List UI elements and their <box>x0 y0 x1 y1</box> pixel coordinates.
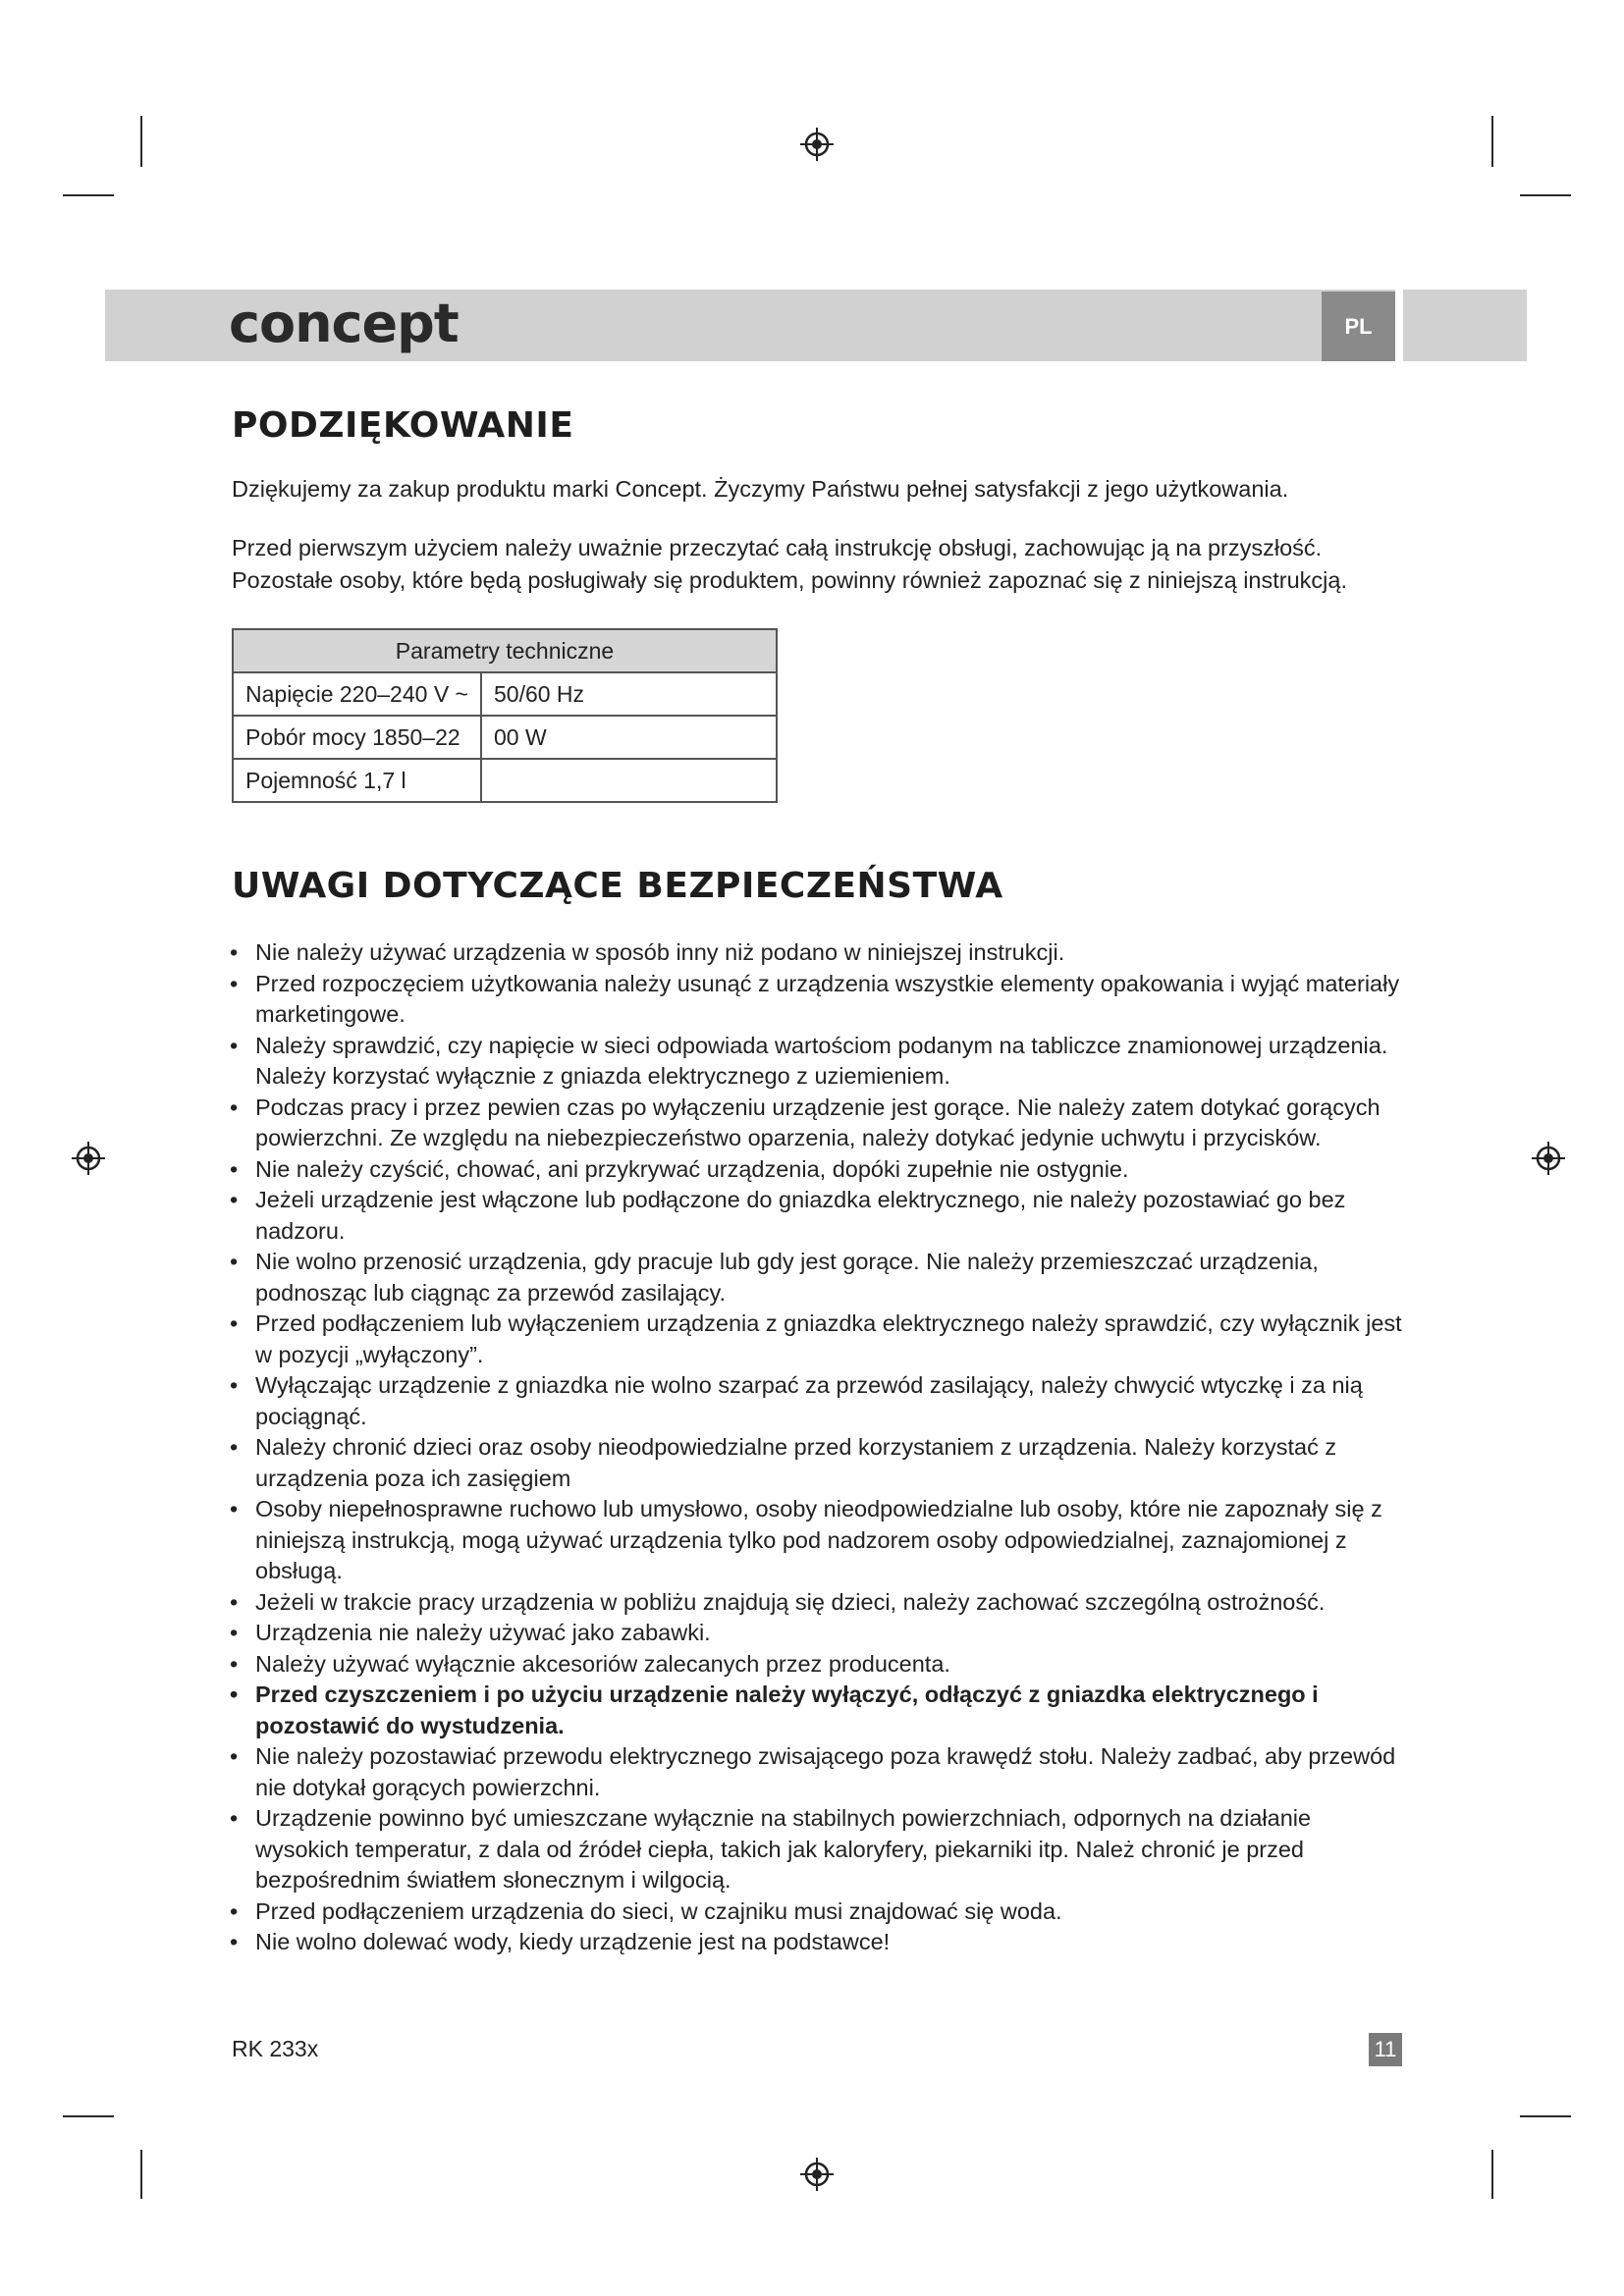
list-item: • Należy używać wyłącznie akcesoriów zalecanych przez producenta. <box>228 1649 1406 1681</box>
registration-mark-icon <box>797 2155 837 2194</box>
list-item: • Osoby niepełnosprawne ruchowo lub umysłowo, osoby nieodpowiedzialne lub osoby, które nie zapoznały się z niniejszą instrukcją, mogą używać urządzenia tylko pod nadzorem osoby odpowiedzialnej, zaznajomionej z obsługą. <box>228 1494 1406 1587</box>
list-item: • Nie należy czyścić, chować, ani przykrywać urządzenia, dopóki zupełnie nie ostygnie. <box>228 1154 1406 1186</box>
brand-logo: concept <box>229 293 459 354</box>
page-number: 11 <box>1369 2033 1402 2066</box>
spec-value: 00 W <box>481 716 777 759</box>
table-row <box>233 672 777 716</box>
language-badge: PL <box>1322 292 1395 361</box>
crop-mark <box>140 116 142 167</box>
list-item: • Przed rozpoczęciem użytkowania należy usunąć z urządzenia wszystkie elementy opakowania i wyjąć materiały marketingowe. <box>228 969 1406 1031</box>
table-row <box>233 759 777 802</box>
list-item: • Należy chronić dzieci oraz osoby nieodpowiedzialne przed korzystaniem z urządzenia. Należy korzystać z urządzenia poza ich zasięgiem <box>228 1432 1406 1494</box>
crop-mark <box>1491 2150 1493 2199</box>
list-item: • Podczas pracy i przez pewien czas po wyłączeniu urządzenie jest gorące. Nie należy zatem dotykać gorących powierzchni. Ze względu na niebezpieczeństwo oparzenia, należy dotykać jedynie uchwytu i przycisków. <box>228 1093 1406 1154</box>
spec-table-header: Parametry techniczne <box>233 629 777 672</box>
safety-list <box>228 937 1406 1958</box>
list-item: • Należy sprawdzić, czy napięcie w sieci odpowiada wartościom podanym na tabliczce znamionowej urządzenia. Należy korzystać wyłącznie z gniazda elektrycznego z uziemieniem. <box>228 1031 1406 1093</box>
list-item: • Jeżeli w trakcie pracy urządzenia w pobliżu znajdują się dzieci, należy zachować szczególną ostrożność. <box>228 1587 1406 1619</box>
registration-mark-icon <box>1529 1139 1568 1178</box>
registration-mark-icon <box>797 125 837 164</box>
section-title-thanks: PODZIĘKOWANIE <box>232 405 574 446</box>
registration-mark-icon <box>69 1139 108 1178</box>
list-item: • Przed podłączeniem urządzenia do sieci, w czajniku musi znajdować się woda. <box>228 1896 1406 1928</box>
list-item: • Przed podłączeniem lub wyłączeniem urządzenia z gniazdka elektrycznego należy sprawdzić, czy wyłącznik jest w pozycji „wyłączony”. <box>228 1308 1406 1370</box>
spec-table <box>232 628 778 803</box>
header-divider <box>1395 290 1403 361</box>
instruction-paragraph: Przed pierwszym użyciem należy uważnie przeczytać całą instrukcję obsługi, zachowując ją na przyszłość. Pozostałe osoby, które będą posługiwały się produktem, powinny również zapoznać się z niniejszą instrukcją. <box>232 535 1347 593</box>
spec-value <box>481 759 777 802</box>
intro-paragraph: Dziękujemy za zakup produktu marki Concept. Życzymy Państwu pełnej satysfakcji z jego użytkowania. <box>232 476 1289 502</box>
spec-label: Pobór mocy 1850–22 <box>233 716 481 759</box>
crop-mark <box>140 2150 142 2199</box>
spec-value: 50/60 Hz <box>481 672 777 716</box>
spec-label: Pojemność 1,7 l <box>233 759 481 802</box>
list-item: • Urządzenia nie należy używać jako zabawki. <box>228 1618 1406 1649</box>
list-item: • Nie należy używać urządzenia w sposób inny niż podano w niniejszej instrukcji. <box>228 937 1406 969</box>
model-number: RK 233x <box>232 2036 319 2061</box>
section-title-safety: UWAGI DOTYCZĄCE BEZPIECZEŃSTWA <box>232 866 1003 906</box>
list-item: • Przed czyszczeniem i po użyciu urządzenie należy wyłączyć, odłączyć z gniazdka elektrycznego i pozostawić do wystudzenia. <box>228 1680 1406 1741</box>
spec-label: Napięcie 220–240 V ~ <box>233 672 481 716</box>
list-item: • Nie należy pozostawiać przewodu elektrycznego zwisającego poza krawędź stołu. Należy zadbać, aby przewód nie dotykał gorących powierzchni. <box>228 1741 1406 1803</box>
crop-mark <box>1520 194 1571 196</box>
crop-mark <box>1491 116 1493 167</box>
crop-mark <box>63 194 114 196</box>
list-item: • Nie wolno przenosić urządzenia, gdy pracuje lub gdy jest gorące. Nie należy przemieszczać urządzenia, podnosząc lub ciągnąc za przewód zasilający. <box>228 1247 1406 1308</box>
crop-mark <box>1520 2115 1571 2117</box>
list-item: • Wyłączając urządzenie z gniazdka nie wolno szarpać za przewód zasilający, należy chwycić wtyczkę i za nią pociągnąć. <box>228 1370 1406 1432</box>
list-item: • Urządzenie powinno być umieszczane wyłącznie na stabilnych powierzchniach, odpornych na działanie wysokich temperatur, z dala od źródeł ciepła, takich jak kaloryfery, piekarniki itp. Należ chronić je przed bezpośrednim światłem słonecznym i wilgocią. <box>228 1803 1406 1896</box>
list-item: • Nie wolno dolewać wody, kiedy urządzenie jest na podstawce! <box>228 1927 1406 1958</box>
list-item: • Jeżeli urządzenie jest włączone lub podłączone do gniazdka elektrycznego, nie należy pozostawiać go bez nadzoru. <box>228 1185 1406 1247</box>
crop-mark <box>63 2115 114 2117</box>
table-row <box>233 716 777 759</box>
